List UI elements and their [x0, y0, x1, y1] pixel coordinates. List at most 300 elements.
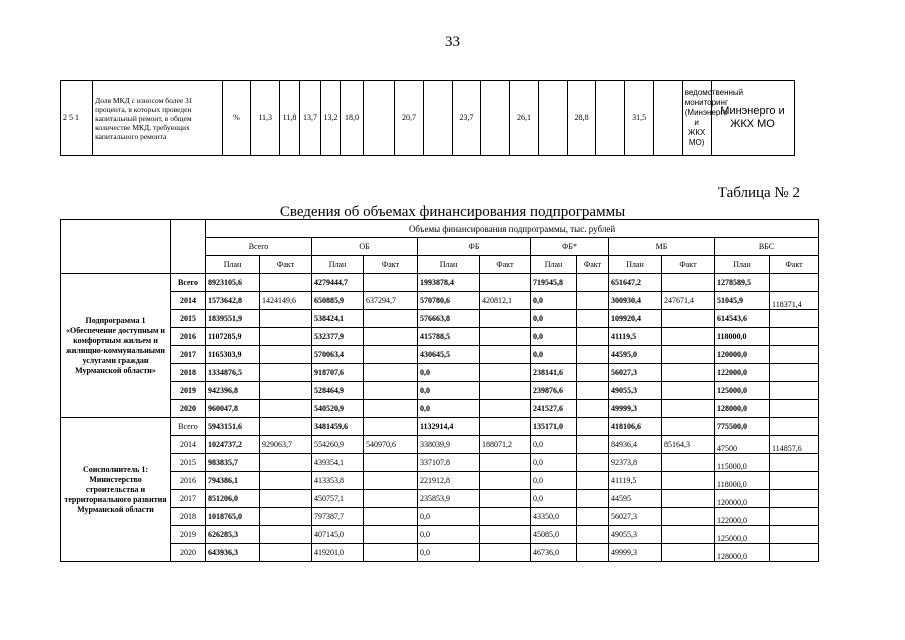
value-cell: [364, 454, 418, 472]
value-cell: [609, 364, 662, 382]
value-text: 41119,5: [611, 331, 637, 341]
value-cell: [364, 436, 418, 454]
value-text: 239876,6: [533, 385, 563, 395]
value-cell: [418, 526, 480, 544]
value-text: 430645,5: [420, 349, 450, 359]
value-cell: [260, 346, 312, 364]
indicator-row-table: [60, 80, 886, 156]
value-cell: [312, 508, 364, 526]
value-cell: [770, 436, 819, 454]
value-text: 570063,4: [314, 349, 344, 359]
value-cell: [577, 454, 609, 472]
value-cell: [480, 346, 531, 364]
value-cell: [260, 364, 312, 382]
value-cell: [577, 292, 609, 310]
value-cell: [206, 418, 260, 436]
indicator-value: 11,8: [280, 81, 300, 156]
value-cell: [531, 508, 577, 526]
value-cell: [662, 508, 715, 526]
value-text: 118371,4: [772, 299, 802, 309]
header-plan: План: [609, 256, 662, 274]
value-text: 115000,0: [717, 461, 747, 471]
value-cell: [577, 526, 609, 544]
value-text: 643936,3: [208, 547, 238, 557]
value-cell: [609, 346, 662, 364]
value-cell: [206, 364, 260, 382]
value-cell: [418, 418, 480, 436]
value-cell: [715, 364, 770, 382]
value-cell: [770, 274, 819, 292]
value-text: 528464,9: [314, 385, 344, 395]
table-row: [61, 382, 819, 400]
value-text: 1993878,4: [420, 277, 454, 287]
value-cell: [206, 346, 260, 364]
value-text: 3481459,6: [314, 421, 348, 431]
value-cell: [609, 454, 662, 472]
header-plan: План: [418, 256, 480, 274]
year-cell: 2016: [171, 472, 206, 490]
value-cell: [206, 490, 260, 508]
value-cell: [531, 418, 577, 436]
header-plan: План: [715, 256, 770, 274]
value-cell: [364, 346, 418, 364]
value-text: 118000,0: [717, 479, 747, 489]
value-text: 439354,1: [314, 457, 344, 467]
value-cell: [715, 400, 770, 418]
value-cell: [770, 364, 819, 382]
value-text: 0,0: [533, 349, 543, 359]
value-cell: [609, 400, 662, 418]
value-cell: [480, 382, 531, 400]
value-cell: [206, 544, 260, 562]
value-cell: [577, 364, 609, 382]
value-cell: [418, 346, 480, 364]
value-text: 0,0: [420, 529, 430, 539]
value-cell: [260, 454, 312, 472]
value-cell: [312, 400, 364, 418]
value-text: 415788,5: [420, 331, 450, 341]
value-text: 540970,6: [366, 439, 396, 449]
value-cell: [531, 436, 577, 454]
value-cell: [364, 472, 418, 490]
value-cell: [609, 472, 662, 490]
value-text: 0,0: [533, 457, 543, 467]
value-cell: [480, 274, 531, 292]
value-cell: [715, 418, 770, 436]
value-text: 570780,6: [420, 295, 450, 305]
indicator-responsible: Минэнерго и ЖКХ МО: [711, 81, 794, 156]
value-text: 0,0: [533, 439, 543, 449]
value-cell: [480, 508, 531, 526]
value-text: 1107285,9: [208, 331, 242, 341]
indicator-value: 23,7: [452, 81, 481, 156]
value-text: 49055,3: [611, 385, 637, 395]
value-text: 407145,0: [314, 529, 344, 539]
value-cell: [770, 310, 819, 328]
value-text: 44595,0: [611, 349, 637, 359]
value-text: 554260,9: [314, 439, 344, 449]
value-cell: [531, 400, 577, 418]
value-text: 128000,0: [717, 551, 747, 561]
indicator-value: [538, 81, 567, 156]
value-text: 122000,0: [717, 515, 747, 525]
value-text: 538424,1: [314, 313, 344, 323]
value-cell: [577, 436, 609, 454]
value-cell: [206, 328, 260, 346]
value-text: 4279444,7: [314, 277, 348, 287]
value-cell: [770, 472, 819, 490]
year-cell: 2017: [171, 346, 206, 364]
value-cell: [531, 328, 577, 346]
value-cell: [364, 292, 418, 310]
value-cell: [770, 544, 819, 562]
value-cell: [418, 454, 480, 472]
value-text: 1165303,9: [208, 349, 242, 359]
header-fact: Факт: [364, 256, 418, 274]
year-cell: Всего: [171, 274, 206, 292]
header-plan: План: [206, 256, 260, 274]
value-cell: [206, 454, 260, 472]
header-plan: План: [312, 256, 364, 274]
value-cell: [770, 346, 819, 364]
year-cell: 2015: [171, 310, 206, 328]
value-text: 1839551,9: [208, 313, 242, 323]
value-cell: [312, 274, 364, 292]
value-cell: [312, 346, 364, 364]
value-text: 49055,3: [611, 529, 637, 539]
value-cell: [418, 544, 480, 562]
value-text: 46736,0: [533, 547, 559, 557]
financing-table: [60, 219, 819, 562]
indicator-value: [364, 81, 395, 156]
value-text: 235853,9: [420, 493, 450, 503]
value-cell: [662, 382, 715, 400]
value-cell: [662, 472, 715, 490]
year-cell: 2014: [171, 436, 206, 454]
value-cell: [531, 544, 577, 562]
value-cell: [609, 310, 662, 328]
value-cell: [260, 418, 312, 436]
value-cell: [260, 382, 312, 400]
year-cell: 2016: [171, 328, 206, 346]
value-cell: [364, 418, 418, 436]
value-text: 0,0: [533, 331, 543, 341]
value-cell: [715, 292, 770, 310]
value-cell: [662, 310, 715, 328]
value-text: 45085,0: [533, 529, 559, 539]
value-cell: [418, 508, 480, 526]
header-group: Всего: [206, 238, 312, 256]
value-cell: [770, 292, 819, 310]
table-row: [61, 346, 819, 364]
value-text: 41119,5: [611, 475, 637, 485]
value-cell: [364, 328, 418, 346]
value-cell: [418, 472, 480, 490]
value-cell: [577, 400, 609, 418]
indicator-value: 26,1: [510, 81, 539, 156]
value-cell: [206, 382, 260, 400]
value-cell: [770, 490, 819, 508]
value-cell: [364, 274, 418, 292]
value-text: 125000,0: [717, 533, 747, 543]
value-text: 122000,0: [717, 367, 747, 377]
value-text: 120000,0: [717, 349, 747, 359]
value-text: 918707,6: [314, 367, 344, 377]
table-number-label: Таблица № 2: [717, 185, 800, 201]
value-cell: [531, 310, 577, 328]
value-cell: [770, 526, 819, 544]
value-cell: [206, 436, 260, 454]
value-cell: [531, 292, 577, 310]
value-cell: [418, 274, 480, 292]
value-cell: [662, 274, 715, 292]
value-cell: [531, 490, 577, 508]
value-cell: [480, 364, 531, 382]
value-text: 51045,9: [717, 295, 743, 305]
value-cell: [577, 418, 609, 436]
value-text: 221912,8: [420, 475, 450, 485]
value-text: 0,0: [533, 475, 543, 485]
value-cell: [260, 544, 312, 562]
value-cell: [418, 328, 480, 346]
value-cell: [577, 328, 609, 346]
indicator-value: [423, 81, 452, 156]
value-cell: [577, 274, 609, 292]
value-cell: [260, 274, 312, 292]
value-cell: [662, 400, 715, 418]
indicator-value: 13,7: [299, 81, 320, 156]
value-cell: [531, 454, 577, 472]
value-cell: [312, 328, 364, 346]
value-text: 128000,0: [717, 403, 747, 413]
value-cell: [715, 328, 770, 346]
indicator-value: [481, 81, 510, 156]
value-cell: [364, 310, 418, 328]
value-cell: [715, 310, 770, 328]
value-cell: [715, 544, 770, 562]
header-group: ВБС: [715, 238, 819, 256]
value-text: 0,0: [420, 385, 430, 395]
value-text: 418106,6: [611, 421, 641, 431]
value-cell: [577, 508, 609, 526]
value-text: 929063,7: [262, 439, 292, 449]
value-cell: [312, 454, 364, 472]
value-cell: [480, 310, 531, 328]
table-row: [61, 310, 819, 328]
value-text: 420812,1: [482, 295, 512, 305]
value-text: 109920,4: [611, 313, 641, 323]
value-cell: [715, 454, 770, 472]
value-text: 247671,4: [664, 295, 694, 305]
value-cell: [662, 544, 715, 562]
indicator-text: Доля МКД с износом более 31 процента, в которых проведен капитальный ремонт, в общем количестве МКД, требующих капитального ремонта: [93, 81, 222, 156]
value-cell: [312, 490, 364, 508]
value-text: 0,0: [420, 547, 430, 557]
value-cell: [312, 526, 364, 544]
table-row: [61, 454, 819, 472]
value-cell: [662, 328, 715, 346]
header-group: ФБ*: [531, 238, 609, 256]
value-cell: [609, 436, 662, 454]
value-cell: [531, 364, 577, 382]
value-cell: [531, 274, 577, 292]
value-cell: [770, 508, 819, 526]
value-text: 44595: [611, 493, 631, 503]
value-cell: [609, 382, 662, 400]
value-cell: [418, 436, 480, 454]
value-text: 43350,0: [533, 511, 559, 521]
header-corner-cell: [61, 220, 171, 274]
table-row: [61, 472, 819, 490]
value-cell: [577, 382, 609, 400]
value-cell: [206, 274, 260, 292]
value-text: 983835,7: [208, 457, 238, 467]
value-cell: [418, 382, 480, 400]
value-cell: [577, 472, 609, 490]
value-text: 49999,3: [611, 547, 637, 557]
value-cell: [770, 328, 819, 346]
indicator-value: [653, 81, 682, 156]
value-cell: [206, 472, 260, 490]
value-cell: [662, 436, 715, 454]
header-fact: Факт: [577, 256, 609, 274]
table-row: [61, 436, 819, 454]
value-cell: [364, 526, 418, 544]
value-text: 118000,0: [717, 331, 747, 341]
year-cell: 2018: [171, 364, 206, 382]
value-text: 1018765,0: [208, 511, 242, 521]
value-cell: [662, 454, 715, 472]
value-text: 85164,3: [664, 439, 690, 449]
year-cell: 2017: [171, 490, 206, 508]
table-row: [61, 400, 819, 418]
value-cell: [480, 472, 531, 490]
value-cell: [715, 526, 770, 544]
value-cell: [312, 544, 364, 562]
value-cell: [609, 508, 662, 526]
header-fact: Факт: [770, 256, 819, 274]
value-cell: [609, 418, 662, 436]
value-cell: [418, 292, 480, 310]
value-text: 0,0: [533, 493, 543, 503]
value-cell: [364, 400, 418, 418]
value-text: 1024737,2: [208, 439, 242, 449]
value-text: 960047,8: [208, 403, 238, 413]
table-row: [61, 292, 819, 310]
value-cell: [418, 490, 480, 508]
value-text: 576663,8: [420, 313, 450, 323]
value-cell: [715, 346, 770, 364]
header-fact: Факт: [662, 256, 715, 274]
value-cell: [364, 544, 418, 562]
value-cell: [715, 274, 770, 292]
table-title: Сведения об объемах финансирования подпрограммы: [279, 204, 626, 220]
value-cell: [715, 382, 770, 400]
value-text: 0,0: [420, 511, 430, 521]
value-cell: [609, 526, 662, 544]
value-text: 775500,0: [717, 421, 747, 431]
value-cell: [480, 400, 531, 418]
value-text: 135171,0: [533, 421, 563, 431]
indicator-value: [596, 81, 625, 156]
value-cell: [206, 526, 260, 544]
indicator-value: 11,3: [251, 81, 280, 156]
indicator-value: 31,5: [625, 81, 654, 156]
value-text: 0,0: [420, 403, 430, 413]
header-plan: План: [531, 256, 577, 274]
value-cell: [364, 382, 418, 400]
value-cell: [715, 490, 770, 508]
value-text: 8923105,6: [208, 277, 242, 287]
value-cell: [364, 490, 418, 508]
indicator-value: 13,2: [320, 81, 340, 156]
value-cell: [312, 292, 364, 310]
year-cell: 2018: [171, 508, 206, 526]
indicator-source: ведомственный мониторинг (Минэнерго и ЖКХ МО): [682, 81, 711, 156]
table-row: [61, 544, 819, 562]
value-cell: [531, 382, 577, 400]
value-text: 114857,6: [772, 443, 802, 453]
table-row: [61, 508, 819, 526]
header-fact: Факт: [260, 256, 312, 274]
value-text: 797387,7: [314, 511, 344, 521]
value-text: 337107,8: [420, 457, 450, 467]
year-cell: 2015: [171, 454, 206, 472]
table-row: [61, 526, 819, 544]
value-cell: [260, 328, 312, 346]
value-cell: [715, 508, 770, 526]
value-text: 719545,8: [533, 277, 563, 287]
header-group: ФБ: [418, 238, 531, 256]
value-text: 540520,9: [314, 403, 344, 413]
value-text: 125000,0: [717, 385, 747, 395]
value-cell: [609, 328, 662, 346]
value-cell: [770, 454, 819, 472]
subprogram-name: Подпрограмма 1 «Обеспечение доступным и комфортным жильем и жилищно-коммунальными услугами граждан Мурманской области»: [61, 274, 171, 418]
value-text: 241527,6: [533, 403, 563, 413]
value-cell: [312, 382, 364, 400]
value-cell: [206, 400, 260, 418]
value-text: 794386,1: [208, 475, 238, 485]
value-text: 120000,0: [717, 497, 747, 507]
value-cell: [531, 472, 577, 490]
header-main: Объемы финансирования подпрограммы, тыс. рублей: [206, 220, 819, 238]
value-text: 47500: [717, 443, 737, 453]
value-cell: [715, 472, 770, 490]
indicator-value: 18,0: [340, 81, 363, 156]
value-cell: [364, 508, 418, 526]
table-row: [61, 274, 819, 292]
header-group: ОБ: [312, 238, 418, 256]
value-text: 1334876,5: [208, 367, 242, 377]
value-cell: [531, 526, 577, 544]
table-row: [61, 328, 819, 346]
value-cell: [480, 436, 531, 454]
value-cell: [609, 274, 662, 292]
value-text: 0,0: [420, 367, 430, 377]
value-cell: [480, 418, 531, 436]
value-text: 942396,8: [208, 385, 238, 395]
value-text: 651647,2: [611, 277, 641, 287]
value-cell: [715, 436, 770, 454]
value-cell: [480, 292, 531, 310]
value-cell: [312, 472, 364, 490]
value-cell: [662, 418, 715, 436]
value-text: 1132914,4: [420, 421, 454, 431]
value-cell: [770, 382, 819, 400]
value-cell: [480, 526, 531, 544]
value-text: 419201,0: [314, 547, 344, 557]
